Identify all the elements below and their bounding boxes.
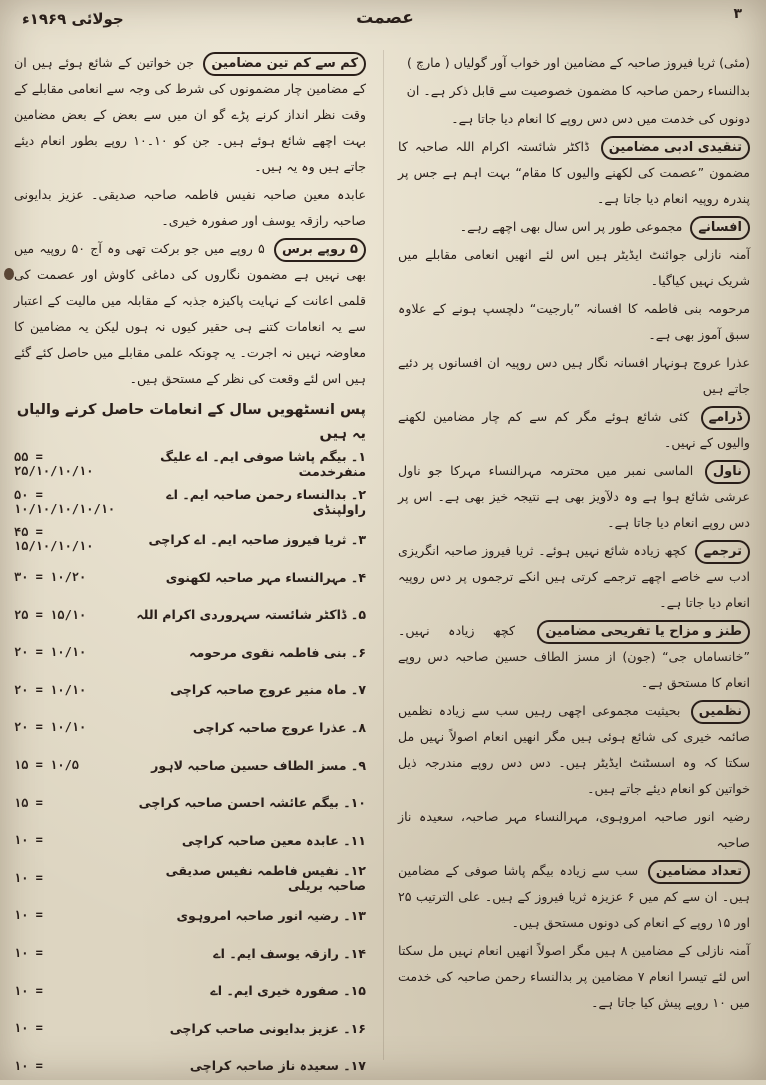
winner-row xyxy=(14,521,366,559)
five-rupees-paragraph xyxy=(14,236,366,392)
winner-name: ۱۱۔ عابدہ معین صاحبہ کراچی xyxy=(124,833,366,848)
paragraph-bani-fatima: مرحومہ بنی فاطمہ کا افسانہ ”بارجیت“ دلچسپ ہونے کے علاوہ سبق آموز بھی ہے۔ xyxy=(398,296,750,348)
column-divider xyxy=(383,50,384,1060)
magazine-title: عصمت xyxy=(330,8,440,28)
closing-paragraph: آمنہ نازلی کے مضامین ۸ ہیں مگر اصولاً انھیں انعام نہیں مل سکتا اس لئے تیسرا انعام ۷ مضامین پر بدالنساء رحمن صاحبہ کی خدمت میں ۱۰ روپے پیش کیا جاتا ہے۔ xyxy=(398,938,750,1016)
poems-paragraph xyxy=(398,698,750,802)
winner-amount: ۱۰ = xyxy=(14,946,124,960)
winner-name: ۱۴۔ رازقہ یوسف ایم۔ اے xyxy=(124,946,366,961)
winner-amount: ۱۵ = ۱۰/۵ xyxy=(14,758,124,772)
dramas-text: کئی شائع ہوئے مگر کم سے کم چار مضامین لکھنے والیوں کے نہیں۔ xyxy=(398,409,750,450)
min-three-articles-heading: کم سے کم تین مضامین xyxy=(203,52,366,76)
winner-name: ۱۵۔ صفورہ خیری ایم۔ اے xyxy=(124,983,366,998)
winner-amount: ۴۵ = ۱۵/۱۰/۱۰/۱۰ xyxy=(14,525,124,553)
humor-heading: طنز و مزاح یا تفریحی مضامین xyxy=(537,620,750,644)
novel-text: الماسی نمبر میں محترمہ مہرالنساء مہرکا جو ناول عرشی شائع ہوا ہے وہ دلآویز بھی ہے نتیجہ خیز بھی ہے۔ اس پر دس روپے انعام دیا جاتا ہے۔ xyxy=(398,463,750,530)
left-column xyxy=(14,50,366,1060)
winner-row xyxy=(14,784,366,822)
winner-amount: ۱۰ = xyxy=(14,1021,124,1035)
winner-row xyxy=(14,709,366,747)
novel-paragraph xyxy=(398,458,750,536)
critical-essays-heading: تنقیدی ادبی مضامین xyxy=(601,136,750,160)
winner-row xyxy=(14,559,366,597)
paragraph-azra: عذرا عروج ہونہار افسانہ نگار ہیں دس روپیہ ان افسانوں پر دئیے جاتے ہیں xyxy=(398,350,750,402)
winner-row xyxy=(14,747,366,785)
winner-amount: ۱۰ = xyxy=(14,908,124,922)
winner-name: ۹۔ مسز الطاف حسین صاحبہ لاہور xyxy=(124,758,366,773)
humor-text: کچھ زیادہ نہیں۔ ”خانساماں جی“ (جون) از مسز الطاف حسین صاحبہ دس روپے انعام کا مستحق ہے۔ xyxy=(398,623,750,690)
five-rupees-text: ۵ روپے میں جو برکت تھی وہ آج ۵۰ روپیہ میں بھی نہیں ہے مضمون نگاروں کی دماغی کاوش اور عصمت کی قلمی اعانت کے نہایت پاکیزہ جذبہ کے مقابلہ میں مالیت کے اعتبار سے یہ انعامات کتنے ہی حقیر کیوں نہ ہوں لیکن یہ مضامین کا معاوضہ نہیں نہ اجرت۔ یہ چونکہ علمی مقابلے میں حاصل کئے گئے ہیں اس لئے وقعت کی نظر کے مستحق ہیں۔ xyxy=(14,241,366,386)
winners-list xyxy=(14,446,366,1085)
winner-name: ۱۳۔ رضیہ انور صاحبہ امروہوی xyxy=(124,908,366,923)
winner-amount: ۱۰ = xyxy=(14,1059,124,1073)
winner-amount: ۳۰ = ۱۰/۲۰ xyxy=(14,570,124,584)
winner-name: ۸۔ عذرا عروج صاحبہ کراچی xyxy=(124,720,366,735)
winner-row xyxy=(14,935,366,973)
winner-row xyxy=(14,446,366,484)
issue-date: جولائی ۱۹۶۹ء xyxy=(22,10,124,28)
names-line: عابدہ معین صاحبہ نفیس فاطمہ صاحبہ صدیقی۔ عزیز بدایونی صاحبہ رازقہ یوسف اور صفورہ خیری۔ xyxy=(14,182,366,234)
article-count-heading: تعداد مضامین xyxy=(648,860,750,884)
critical-essays-paragraph xyxy=(398,134,750,212)
winner-row xyxy=(14,484,366,522)
winner-row xyxy=(14,672,366,710)
translations-text: کچھ زیادہ شائع نہیں ہوئے۔ ثریا فیروز صاحبہ انگریزی ادب سے خاصے اچھے ترجمے کرتی ہیں انکے ترجموں پر دس روپیہ انعام دیا جاتا ہے۔ xyxy=(398,543,750,610)
binding-hole xyxy=(4,268,14,280)
winner-amount: ۲۰ = ۱۰/۱۰ xyxy=(14,720,124,734)
winner-amount: ۱۵ = xyxy=(14,796,124,810)
winners-list-title: پس انسٹھویں سال کے انعامات حاصل کرنے والیاں یہ ہیں xyxy=(14,398,366,446)
winner-row xyxy=(14,1010,366,1048)
winner-name: ۴۔ مہرالنساء مہر صاحبہ لکھنوی xyxy=(124,570,366,585)
poems-text: بحیثیت مجموعی اچھی رہیں سب سے زیادہ نظمیں صائمہ خیری کی شائع ہوئی ہیں مگر انھیں انعام اصولاً نہیں مل سکتا کہ وہ اسسٹنٹ ایڈیٹر ہیں۔ دس دس روپے مندرجہ ذیل خواتین کو انعام دیئے جاتے ہیں۔ xyxy=(398,703,750,796)
right-column xyxy=(398,50,750,1060)
poems-heading: نظمیں xyxy=(691,700,750,724)
article-count-paragraph xyxy=(398,858,750,936)
novel-heading: ناول xyxy=(705,460,750,484)
min-three-articles-text: جن خواتین کے شائع ہوئے ہیں ان کے مضامین چار مضمونوں کی شرط کی وجہ سے انعامی مقابلے کے وقت نظر انداز کرنے پڑے گو ان میں سے بعض کے بعض مضامین بہت اچھے شائع ہوئے ہیں۔ جن کو ۱۰۔۱۰ روپے بطور انعام دیئے جاتے ہیں وہ یہ ہیں۔ xyxy=(14,55,366,174)
winner-name: ۵۔ ڈاکٹر شائستہ سہروردی اکرام اللہ xyxy=(124,607,366,622)
winner-name: ۲۔ بدالنساء رحمن صاحبہ ایم۔ اے راولپنڈی xyxy=(124,487,366,517)
poets-line: رضیہ انور صاحبہ امروہوی، مہرالنساء مہر صاحبہ، سعیدہ ناز صاحبہ xyxy=(398,804,750,856)
winner-name: ۶۔ بنی فاطمہ نقوی مرحومہ xyxy=(124,645,366,660)
winner-amount: ۵۰ = ۱۰/۱۰/۱۰/۱۰/۱۰ xyxy=(14,488,124,516)
winner-name: ۱۶۔ عزیز بدایونی صاحب کراچی xyxy=(124,1021,366,1036)
intro-line-1: (مئی) ثریا فیروز صاحبہ کے مضامین اور خواب آور گولیاں ( مارچ ) xyxy=(398,50,750,76)
winner-name: ۱۲۔ نفیس فاطمہ نفیس صدیقی صاحبہ بریلی xyxy=(124,863,366,893)
article-count-text: سب سے زیادہ بیگم پاشا صوفی کے مضامین ہیں۔ ان سے کم میں ۶ عزیزہ ثریا فیروز کے ہیں۔ علی الترتیب ۲۵ اور ۱۵ روپے کے انعام کی دونوں مستحق ہیں۔ xyxy=(398,863,750,930)
winner-amount: ۱۰ = xyxy=(14,984,124,998)
winner-name: ۱۔ بیگم پاشا صوفی ایم۔ اے علیگ منفرخدمت xyxy=(124,449,366,479)
winner-name: ۱۰۔ بیگم عائشہ احسن صاحبہ کراچی xyxy=(124,795,366,810)
stories-paragraph xyxy=(398,214,750,240)
min-three-articles-paragraph xyxy=(14,50,366,180)
humor-paragraph xyxy=(398,618,750,696)
winner-amount: ۱۰ = xyxy=(14,833,124,847)
critical-essays-text: ڈاکٹر شائستہ اکرام اللہ صاحبہ کا مضمون ”عصمت کی لکھنے والیوں کا مقام“ بہت اہم ہے جس پر پندرہ روپیہ انعام دیا جاتا ہے۔ xyxy=(398,139,750,206)
winner-name: ۷۔ ماہ منیر عروج صاحبہ کراچی xyxy=(124,682,366,697)
winner-row xyxy=(14,860,366,898)
stories-text: مجموعی طور پر اس سال بھی اچھے رہے۔ xyxy=(460,219,683,234)
winner-row xyxy=(14,1048,366,1085)
winner-amount: ۱۰ = xyxy=(14,871,124,885)
page-header xyxy=(0,6,766,42)
paragraph-amna: آمنہ نازلی جوائنٹ ایڈیٹر ہیں اس لئے انھیں انعامی مقابلے میں شریک نہیں کیاگیا۔ xyxy=(398,242,750,294)
winner-row xyxy=(14,822,366,860)
translations-heading: ترجمے xyxy=(695,540,750,564)
winner-row xyxy=(14,596,366,634)
stories-heading: افسانے xyxy=(690,216,750,240)
dramas-paragraph xyxy=(398,404,750,456)
winner-amount: ۵۵ = ۲۵/۱۰/۱۰/۱۰ xyxy=(14,450,124,478)
winner-amount: ۲۰ = ۱۰/۱۰ xyxy=(14,645,124,659)
intro-line-3: دونوں کی خدمت میں دس دس روپے کا انعام دیا جاتا ہے۔ xyxy=(398,106,750,132)
winner-row xyxy=(14,634,366,672)
winner-row xyxy=(14,897,366,935)
five-rupees-heading: ۵ روپے برس xyxy=(274,238,366,262)
winner-row xyxy=(14,972,366,1010)
winner-amount: ۲۵ = ۱۵/۱۰ xyxy=(14,608,124,622)
winner-name: ۳۔ ثریا فیروز صاحبہ ایم۔ اے کراچی xyxy=(124,532,366,547)
translations-paragraph xyxy=(398,538,750,616)
intro-line-2: بدالنساء رحمن صاحبہ کا مضمون خصوصیت سے قابل ذکر ہے۔ ان xyxy=(398,78,750,104)
page-number: ۳ xyxy=(733,6,742,22)
winner-name: ۱۷۔ سعیدہ ناز صاحبہ کراچی xyxy=(124,1058,366,1073)
winner-amount: ۲۰ = ۱۰/۱۰ xyxy=(14,683,124,697)
dramas-heading: ڈرامے xyxy=(701,406,750,430)
